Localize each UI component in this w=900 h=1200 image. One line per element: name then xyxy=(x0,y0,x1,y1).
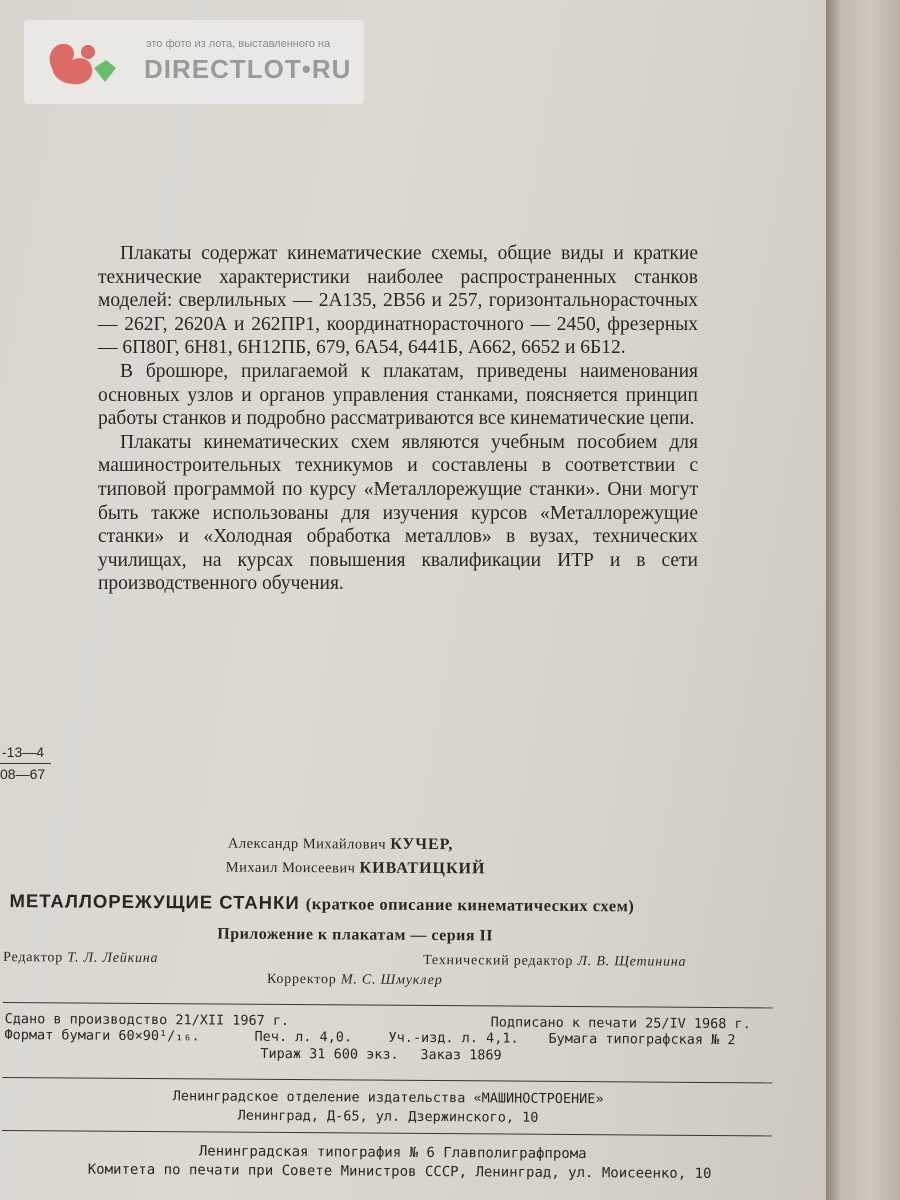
publisher-line-1: Ленинградское отделение издательства «МАШИНОСТРОЕНИЕ» xyxy=(172,1088,604,1108)
author-2-surname: КИВАТИЦКИЙ xyxy=(359,859,486,878)
imprint-block xyxy=(0,830,800,1185)
tech-editor-name: Л. В. Щетинина xyxy=(577,954,687,970)
watermark-caption: это фото из лота, выставленного на xyxy=(146,38,331,50)
watermark-banner xyxy=(24,20,364,104)
print-run: Тираж 31 600 экз. xyxy=(260,1045,399,1063)
editor-name: Т. Л. Лейкина xyxy=(67,950,159,967)
author-2-given: Михаил Моисеевич xyxy=(225,859,356,877)
book-title xyxy=(9,890,799,918)
book-title-main: МЕТАЛЛОРЕЖУЩИЕ СТАНКИ xyxy=(9,890,300,914)
signed-date: Подписано к печати 25/IV 1968 г. xyxy=(490,1014,751,1033)
paper-format: Формат бумаги 60×90¹/₁₆. xyxy=(4,1027,200,1045)
authors xyxy=(225,832,800,884)
pub-sheets: Уч.-изд. л. 4,1. xyxy=(388,1029,519,1047)
author-1-surname: КУЧЕР, xyxy=(390,835,454,854)
publisher-info xyxy=(0,1086,778,1129)
code-line-2: 08—67 xyxy=(0,763,51,785)
publication-details xyxy=(0,1011,799,1077)
divider-1 xyxy=(3,1002,773,1008)
watermark-brand: DIRECTLOT•RU xyxy=(144,54,352,84)
paper-type: Бумага типографская № 2 xyxy=(548,1030,736,1049)
divider-2 xyxy=(2,1077,772,1083)
paragraph-1: Плакаты содержат кинематические схемы, общие виды и краткие технические характеристики наиболее распространенных станков моделей: сверлильных — 2А135, 2В56 и 257, горизонтальнорасточных — 262Г, 2620А и 262ПР1, координатнорасточного — 2450, фрезерных — 6П80Г, 6Н81, 6Н12ПБ, 679, 6А54, 6441Б, А662, 6652 и 6Б12. xyxy=(98,243,698,359)
paragraph-2: В брошюре, прилагаемой к плакатам, приведены наименования основных узлов и органов управления станками, поясняется принцип работы станков и подробно рассматриваются все кинематические цепи. xyxy=(98,360,698,430)
annotation-text xyxy=(98,242,698,596)
book-subtitle: (краткое описание кинематических схем) xyxy=(305,894,635,916)
editor-label: Редактор xyxy=(3,950,64,966)
print-sheets: Печ. л. 4,0. xyxy=(254,1028,353,1046)
author-2 xyxy=(226,856,800,884)
printer-info xyxy=(0,1141,788,1185)
editor xyxy=(3,950,158,967)
tech-editor xyxy=(423,953,686,971)
printer-line-1: Ленинградская типография № 6 Главполиграфпрома xyxy=(198,1143,587,1163)
production-date: Сдано в производство 21/XII 1967 г. xyxy=(4,1011,290,1030)
corrector xyxy=(267,972,443,989)
background-page-edge xyxy=(826,0,900,1200)
classification-codes xyxy=(0,742,51,785)
divider-3 xyxy=(2,1130,772,1136)
order-number: Заказ 1869 xyxy=(420,1046,502,1064)
publisher-line-2: Ленинград, Д-65, ул. Дзержинского, 10 xyxy=(237,1107,539,1126)
printer-line-2: Комитета по печати при Совете Министров СССР, Ленинград, ул. Моисеенко, 10 xyxy=(87,1161,712,1182)
editorial-staff xyxy=(0,950,799,1002)
corrector-label: Корректор xyxy=(266,971,337,988)
series-line: Приложение к плакатам — серия II xyxy=(217,925,494,945)
squirrel-logo-icon xyxy=(44,38,118,90)
author-1-given: Александр Михайлович xyxy=(227,835,387,853)
code-line-1: -13—4 xyxy=(2,744,45,760)
paragraph-3: Плакаты кинематических схем являются учебным пособием для машиностроительных техникумов и составлены в соответствии с типовой программой по курсу «Металлорежущие станки». Они могут быть также использованы для изучения курсов «Металлорежущие станки» и «Холодная обработка металлов» в вузах, технических училищах, на курсах повышения квалификации ИТР и в сети производственного обучения. xyxy=(98,431,698,595)
tech-editor-label: Технический редактор xyxy=(423,952,574,970)
corrector-name: М. С. Шмуклер xyxy=(340,972,443,989)
